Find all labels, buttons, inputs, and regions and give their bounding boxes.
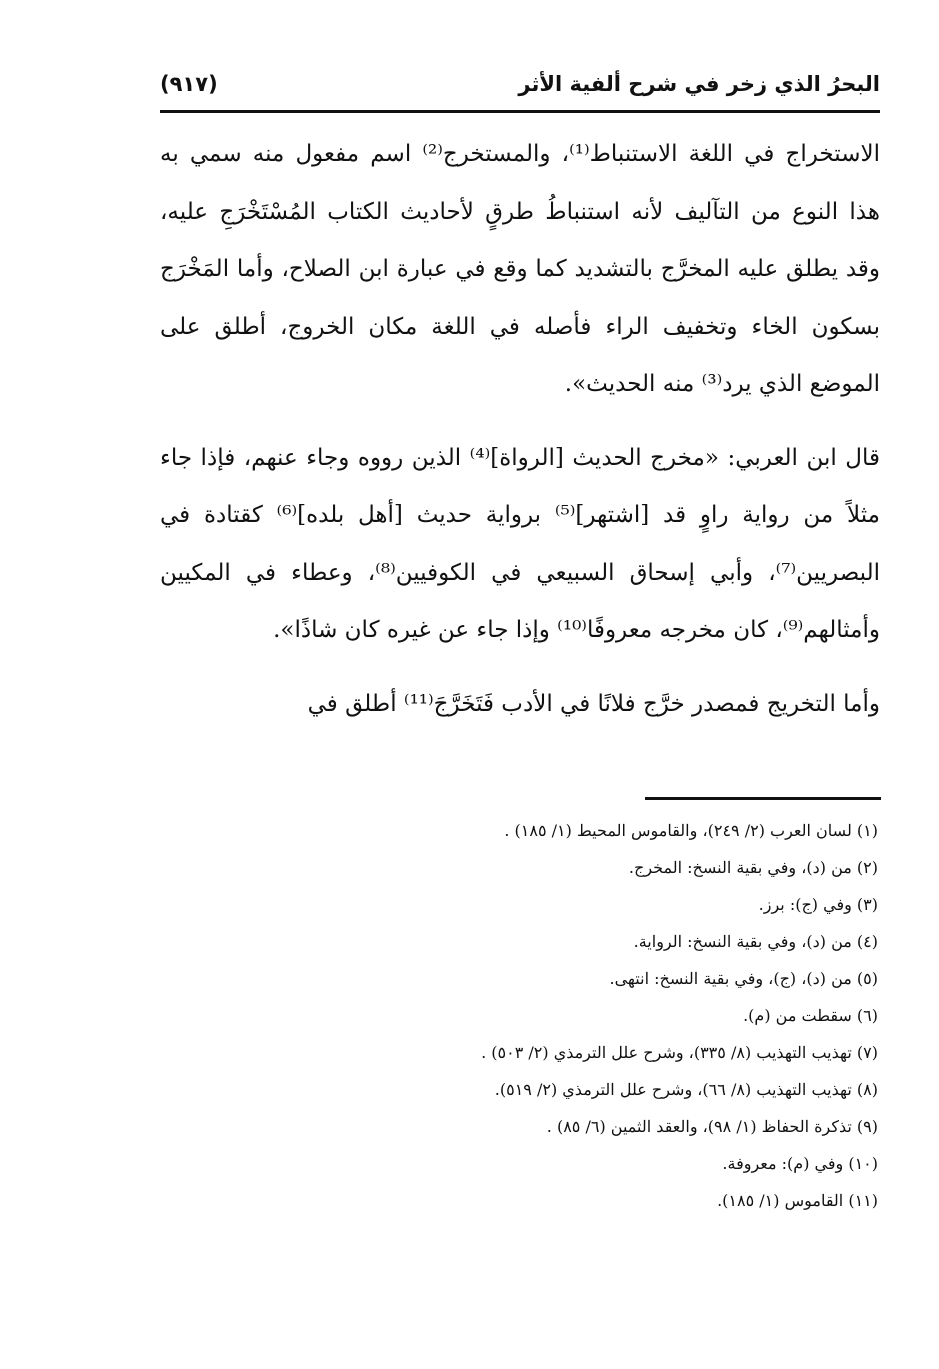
footnote-11: (١١) القاموس (١/ ١٨٥).: [717, 1191, 878, 1210]
running-header: [160, 70, 880, 110]
footnote-1: (١) لسان العرب (٢/ ٢٤٩)، والقاموس المحيط (١/ ١٨٥) .: [504, 821, 878, 840]
book-title: البحرُ الذي زخر في شرح ألفية الأثر: [518, 72, 880, 96]
footnote-9: (٩) تذكرة الحفاظ (١/ ٩٨)، والعقد الثمين (٦/ ٨٥) .: [546, 1117, 878, 1136]
footnote-4: (٤) من (د)، وفي بقية النسخ: الرواية.: [633, 932, 878, 951]
footnote-3: (٣) وفي (ج): برز.: [758, 895, 878, 914]
footnote-8: (٨) تهذيب التهذيب (٨/ ٦٦)، وشرح علل الترمذي (٢/ ٥١٩).: [494, 1080, 878, 1099]
main-text: [160, 126, 880, 733]
header-divider: [160, 110, 880, 113]
footnote-5: (٥) من (د)، (ج)، وفي بقية النسخ: انتهى.: [609, 969, 878, 988]
page-number: (٩١٧): [160, 72, 218, 96]
paragraph-3: وأما التخريج فمصدر خرَّج فلانًا في الأدب فَتَخَرَّجَ⁽¹¹⁾ أطلق في: [307, 690, 880, 717]
footnote-10: (١٠) وفي (م): معروفة.: [722, 1154, 878, 1173]
paragraph-2: قال ابن العربي: «مخرج الحديث [الرواة]⁽⁴⁾ الذين رووه وجاء عنهم، فإذا جاء مثلاً من رواية راوٍ قد [اشتهر]⁽⁵⁾ برواية حديث [أهل بلده]⁽⁶⁾ كقتادة في البصريين⁽⁷⁾، وأبي إسحاق السبيعي في الكوفيين⁽⁸⁾، وعطاء في المكيين وأمثالهم⁽⁹⁾، كان مخرجه معروفًا⁽¹⁰⁾ وإذا جاء عن غيره كان شاذًا».: [160, 444, 880, 643]
footnote-divider: [645, 797, 881, 800]
footnote-2: (٢) من (د)، وفي بقية النسخ: المخرج.: [628, 858, 878, 877]
footnotes: [160, 812, 878, 1219]
paragraph-1: الاستخراج في اللغة الاستنباط⁽¹⁾، والمستخرج⁽²⁾ اسم مفعول منه سمي به هذا النوع من التآليف لأنه استنباطُ طرقٍ لأحاديث الكتاب المُسْتَخْرَجِ عليه، وقد يطلق عليه المخرَّج بالتشديد كما وقع في عبارة ابن الصلاح، وأما المَخْرَج بسكون الخاء وتخفيف الراء فأصله في اللغة مكان الخروج، أطلق على الموضع الذي يرد⁽³⁾ منه الحديث».: [160, 141, 880, 397]
footnote-7: (٧) تهذيب التهذيب (٨/ ٣٣٥)، وشرح علل الترمذي (٢/ ٥٠٣) .: [481, 1043, 878, 1062]
footnote-6: (٦) سقطت من (م).: [743, 1006, 878, 1025]
